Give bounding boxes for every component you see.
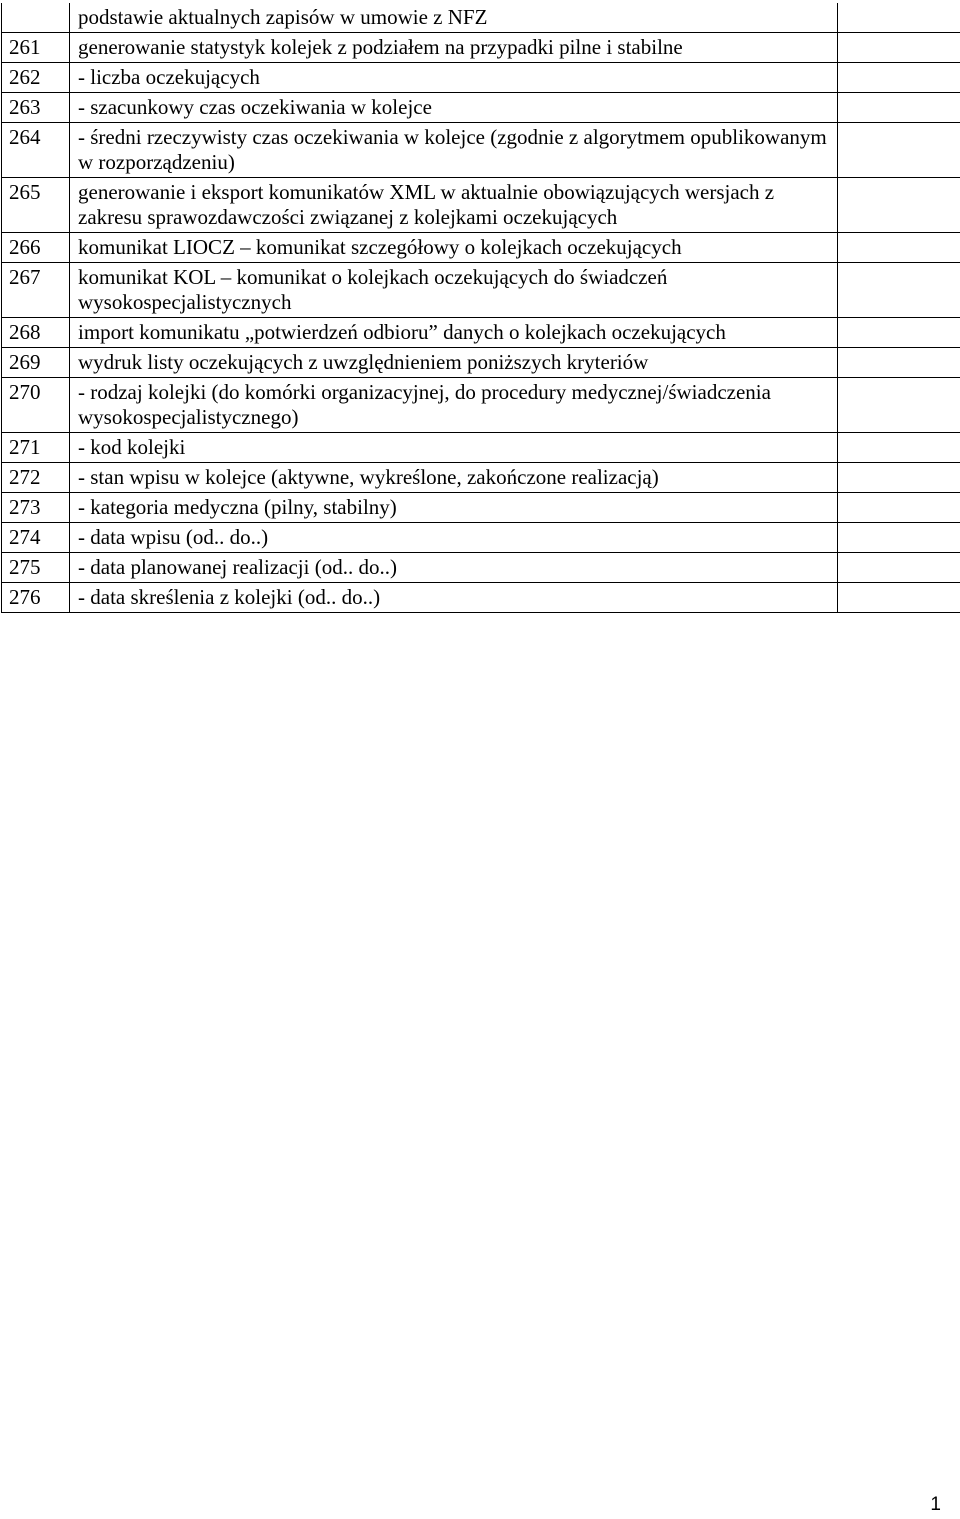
requirements-table-body [2,3,960,613]
row-number: 271 [2,433,70,463]
row-extra-cell [838,93,960,123]
table-row [2,348,960,378]
row-description: - stan wpisu w kolejce (aktywne, wykreślone, zakończone realizacją) [70,463,838,493]
row-number: 274 [2,523,70,553]
row-extra-cell [838,233,960,263]
row-description: import komunikatu „potwierdzeń odbioru” danych o kolejkach oczekujących [70,318,838,348]
row-number: 275 [2,553,70,583]
row-description: - data skreślenia z kolejki (od.. do..) [70,583,838,613]
row-number: 265 [2,178,70,233]
row-description: - kod kolejki [70,433,838,463]
row-extra-cell [838,583,960,613]
row-number: 267 [2,263,70,318]
row-description: komunikat KOL – komunikat o kolejkach oczekujących do świadczeń wysokospecjalistycznych [70,263,838,318]
row-number: 273 [2,493,70,523]
row-description: generowanie i eksport komunikatów XML w aktualnie obowiązujących wersjach z zakresu sprawozdawczości związanej z kolejkami oczekujących [70,178,838,233]
row-number: 266 [2,233,70,263]
row-extra-cell [838,3,960,33]
row-extra-cell [838,433,960,463]
row-extra-cell [838,63,960,93]
table-row [2,263,960,318]
row-number: 272 [2,463,70,493]
table-row [2,583,960,613]
row-number: 262 [2,63,70,93]
table-row [2,493,960,523]
row-number: 264 [2,123,70,178]
row-number: 263 [2,93,70,123]
row-description: podstawie aktualnych zapisów w umowie z NFZ [70,3,838,33]
table-row [2,433,960,463]
row-description: - szacunkowy czas oczekiwania w kolejce [70,93,838,123]
row-number: 270 [2,378,70,433]
row-description: - data wpisu (od.. do..) [70,523,838,553]
table-row [2,178,960,233]
row-description: - liczba oczekujących [70,63,838,93]
table-row [2,523,960,553]
row-extra-cell [838,123,960,178]
row-number: 269 [2,348,70,378]
row-description: - kategoria medyczna (pilny, stabilny) [70,493,838,523]
row-extra-cell [838,493,960,523]
row-description: - średni rzeczywisty czas oczekiwania w kolejce (zgodnie z algorytmem opublikowanym w rozporządzeniu) [70,123,838,178]
row-description: generowanie statystyk kolejek z podziałem na przypadki pilne i stabilne [70,33,838,63]
row-extra-cell [838,553,960,583]
table-row [2,318,960,348]
table-row [2,93,960,123]
table-row [2,378,960,433]
table-row [2,553,960,583]
row-extra-cell [838,33,960,63]
row-extra-cell [838,263,960,318]
row-description: - rodzaj kolejki (do komórki organizacyjnej, do procedury medycznej/świadczenia wysokospecjalistycznego) [70,378,838,433]
row-extra-cell [838,523,960,553]
table-row [2,33,960,63]
table-row [2,463,960,493]
row-description: komunikat LIOCZ – komunikat szczegółowy o kolejkach oczekujących [70,233,838,263]
row-extra-cell [838,463,960,493]
row-number: 268 [2,318,70,348]
row-description: wydruk listy oczekujących z uwzględnieniem poniższych kryteriów [70,348,838,378]
row-number [2,3,70,33]
row-extra-cell [838,348,960,378]
row-number: 261 [2,33,70,63]
row-extra-cell [838,378,960,433]
table-row [2,63,960,93]
table-row [2,3,960,33]
row-extra-cell [838,318,960,348]
row-description: - data planowanej realizacji (od.. do..) [70,553,838,583]
row-extra-cell [838,178,960,233]
row-number: 276 [2,583,70,613]
page-number: 1 [930,1494,941,1515]
table-row [2,233,960,263]
table-row [2,123,960,178]
requirements-table [1,3,960,613]
